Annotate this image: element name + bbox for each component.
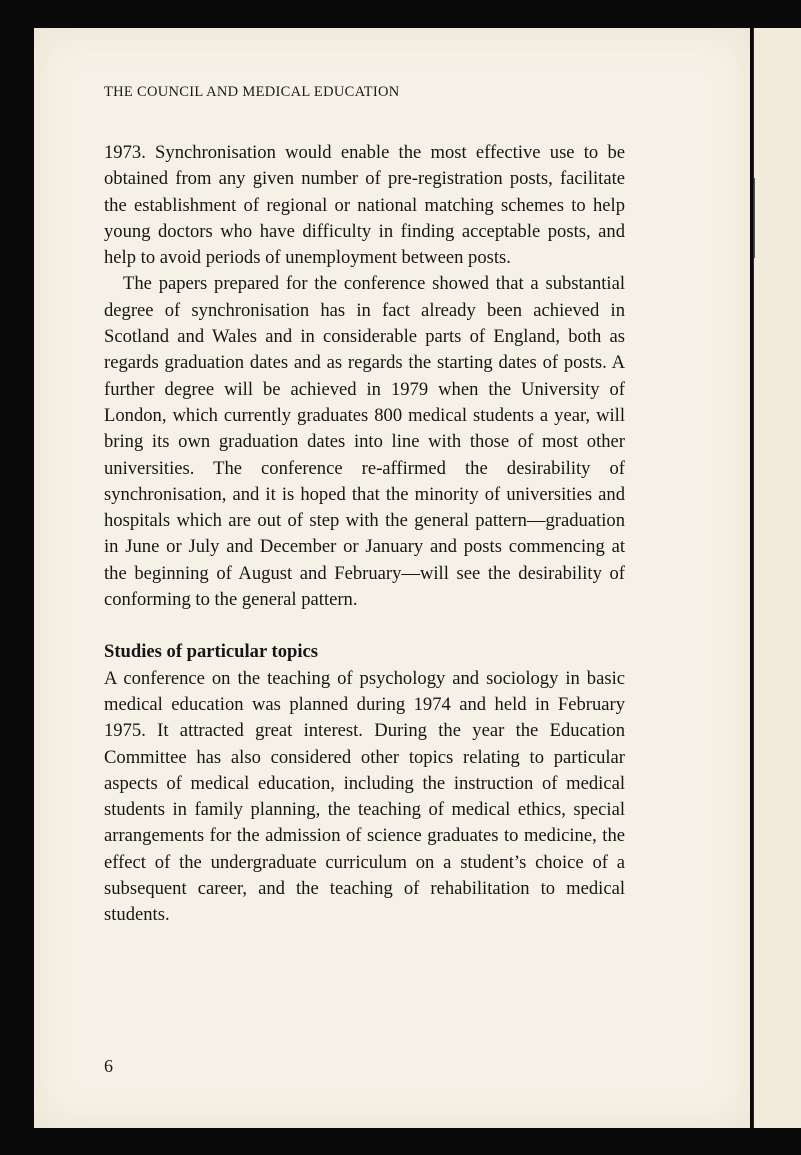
paragraph-continuation: 1973. Synchronisation would enable the most effective use to be obtained from any given number of pre-registration posts, facilitate the establishment of regional or national matching schemes to help young doctors who have difficulty in finding acceptable posts, and help to avoid periods of unemployment between posts. xyxy=(104,142,625,269)
page-number: 6 xyxy=(104,1056,113,1076)
paragraph-synchronisation: The papers prepared for the conference showed that a substantial degree of synchronisation has in fact already been achieved in Scotland and Wales and in considerable parts of England, both as regards graduation dates and as regards the starting dates of posts. A further degree will be achieved in 1979 when the University of London, which currently graduates 800 medical students a year, will bring its own graduation dates into line with those of most other universities. The conference re-affirmed the desirability of synchronisation, and it is hoped that the minority of universities and hospitals which are out of step with the general pattern—graduation in June or July and December or January and posts commencing at the beginning of August and February—will see the desirability of conforming to the general pattern. xyxy=(104,273,625,611)
running-head: THE COUNCIL AND MEDICAL EDUCATION xyxy=(104,84,400,100)
paragraph-particular-topics: A conference on the teaching of psychology and sociology in basic medical education was planned during 1974 and held in February 1975. It attracted great interest. During the year the Education Committee has also considered other topics relating to particular aspects of medical education, including the instruction of medical students in family planning, the teaching of medical ethics, special arrangements for the admission of science graduates to medicine, the effect of the undergraduate curriculum on a student’s choice of a subsequent career, and the teaching of rehabilitation to medical students. xyxy=(104,667,625,926)
facing-page-edge xyxy=(753,28,801,1128)
section-heading: Studies of particular topics xyxy=(104,641,319,663)
body-text xyxy=(104,140,625,929)
book-page xyxy=(34,28,750,1128)
